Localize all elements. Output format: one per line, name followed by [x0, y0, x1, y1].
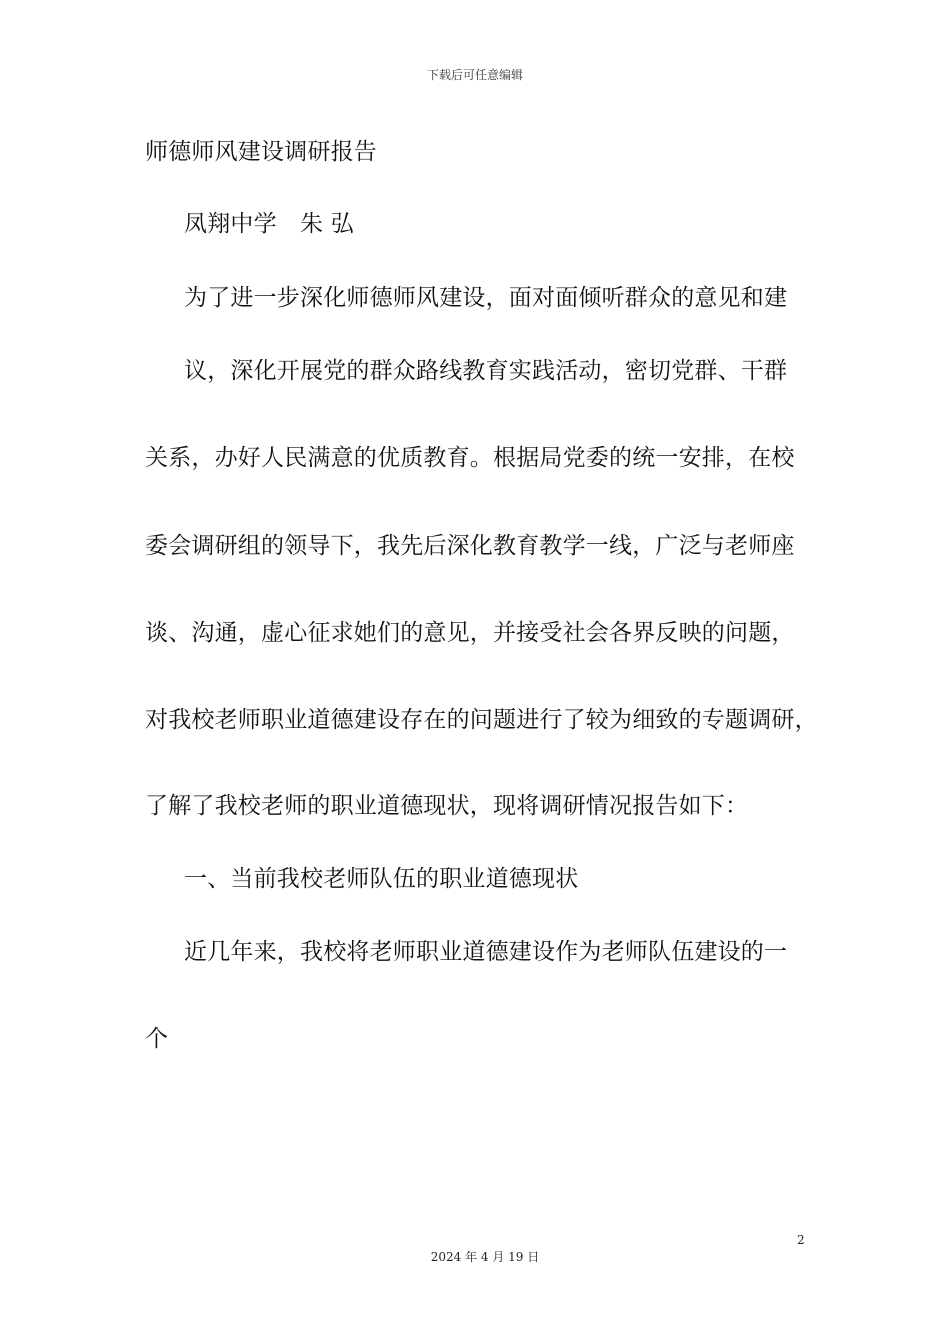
document-title: 师德师风建设调研报告 — [145, 139, 377, 165]
body-line-7: 了解了我校老师的职业道德现状，现将调研情况报告如下： — [145, 793, 749, 819]
body-line-8: 近几年来，我校将老师职业道德建设作为老师队伍建设的一 — [184, 939, 788, 965]
body-line-4: 委会调研组的领导下，我先后深化教育教学一线，广泛与老师座 — [145, 533, 795, 559]
page-footer-date: 2024 年 4 月 19 日 — [430, 1250, 540, 1264]
page-number: 2 — [797, 1233, 805, 1247]
body-line-6: 对我校老师职业道德建设存在的问题进行了较为细致的专题调研， — [145, 707, 818, 733]
section-heading: 一、当前我校老师队伍的职业道德现状 — [184, 866, 579, 892]
body-line-3: 关系，办好人民满意的优质教育。根据局党委的统一安排，在校 — [145, 445, 795, 471]
body-line-9: 个 — [145, 1026, 169, 1052]
body-line-2: 议，深化开展党的群众路线教育实践活动，密切党群、干群 — [184, 358, 788, 384]
document-author: 凤翔中学 朱 弘 — [184, 211, 354, 237]
body-line-5: 谈、沟通，虚心征求她们的意见，并接受社会各界反映的问题， — [145, 620, 795, 646]
body-line-1: 为了进一步深化师德师风建设，面对面倾听群众的意见和建 — [184, 285, 788, 311]
page-header: 下载后可任意编辑 — [426, 68, 523, 82]
